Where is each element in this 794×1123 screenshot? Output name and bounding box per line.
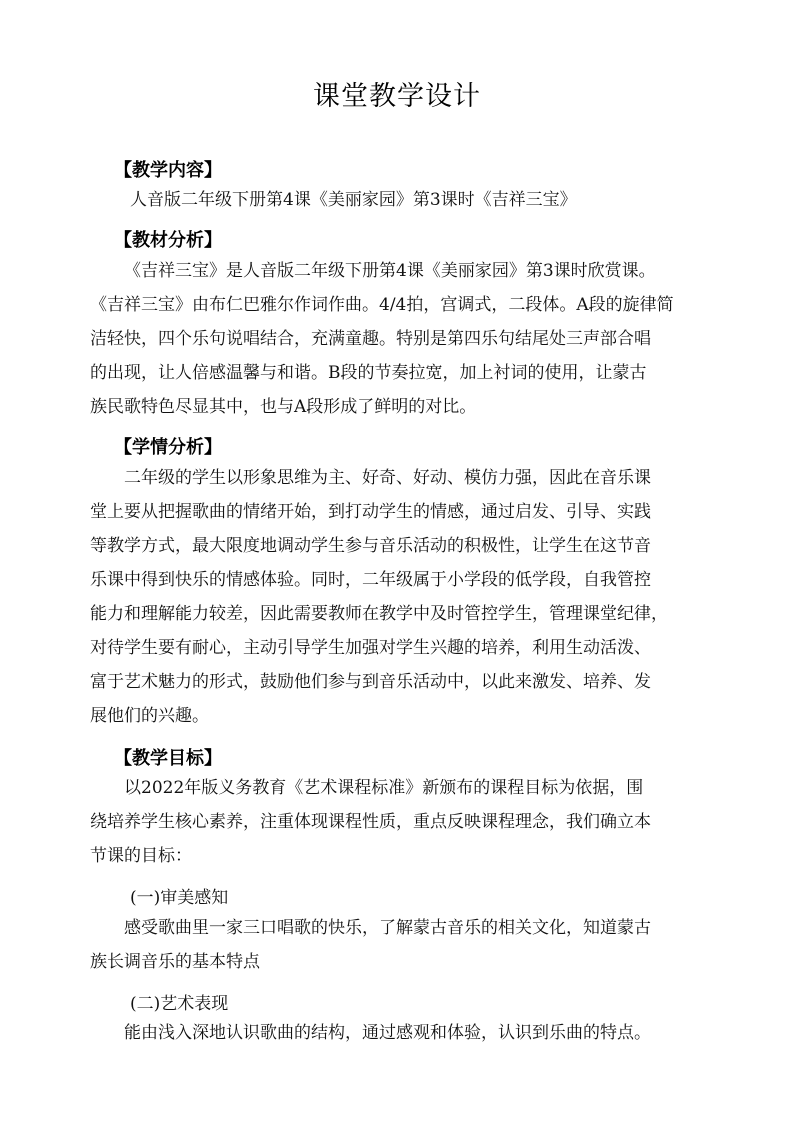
- paragraph-teaching-goals: [90, 771, 714, 873]
- paragraph-line: 二年级的学生以形象思维为主、好奇、好动、模仿力强，因此在音乐课: [124, 468, 651, 488]
- paragraph-line: 族民歌特色尽显其中，也与A段形成了鲜明的对比。: [90, 397, 477, 417]
- paragraph-line: 展他们的兴趣。: [90, 706, 209, 726]
- paragraph-line: 能力和理解能力较差，因此需要教师在教学中及时管控学生，管理课堂纪律，: [90, 604, 668, 624]
- heading-student-analysis: 【学情分析】: [114, 437, 222, 458]
- paragraph-line: 等教学方式，最大限度地调动学生参与音乐活动的积极性，让学生在这节音: [90, 536, 651, 556]
- paragraph-line: 乐课中得到快乐的情感体验。同时，二年级属于小学段的低学段，自我管控: [90, 570, 651, 590]
- page-title: 课堂教学设计: [313, 81, 481, 112]
- paragraph-line: 的出现，让人倍感温馨与和谐。B段的节奏拉宽，加上衬词的使用，让蒙古: [90, 363, 647, 383]
- paragraph-line: 富于艺术魅力的形式，鼓励他们参与到音乐活动中，以此来激发、培养、发: [90, 672, 651, 692]
- paragraph-line: 节课的目标：: [90, 846, 192, 866]
- heading-teaching-goals: 【教学目标】: [114, 748, 222, 769]
- paragraph-line: 人音版二年级下册第4课《美丽家园》第3课时《吉祥三宝》: [130, 190, 577, 210]
- subheading-artistic-expression: (二)艺术表现: [130, 994, 229, 1014]
- subheading-aesthetic-perception: (一)审美感知: [130, 888, 229, 908]
- paragraph-line: 族长调音乐的基本特点: [90, 952, 260, 972]
- heading-material-analysis: 【教材分析】: [114, 230, 222, 251]
- paragraph-material-analysis: [90, 254, 714, 424]
- paragraph-line: 感受歌曲里一家三口唱歌的快乐，了解蒙古音乐的相关文化，知道蒙古: [124, 918, 651, 938]
- paragraph-line: 《吉祥三宝》由布仁巴雅尔作词作曲。4/4拍，宫调式，二段体。A段的旋律简: [90, 295, 674, 315]
- paragraph-line: 能由浅入深地认识歌曲的结构，通过感观和体验，认识到乐曲的特点。: [124, 1023, 651, 1043]
- paragraph-line: 洁轻快，四个乐句说唱结合，充满童趣。特别是第四乐句结尾处三声部合唱: [90, 329, 651, 349]
- paragraph-line: 对待学生要有耐心，主动引导学生加强对学生兴趣的培养，利用生动活泼、: [90, 638, 651, 658]
- paragraph-student-analysis: [90, 461, 714, 733]
- paragraph-line: 堂上要从把握歌曲的情绪开始，到打动学生的情感，通过启发、引导、实践: [90, 502, 651, 522]
- paragraph-line: 绕培养学生核心素养，注重体现课程性质，重点反映课程理念，我们确立本: [90, 812, 651, 832]
- paragraph-aesthetic-perception: [90, 911, 714, 979]
- paragraph-line: 《吉祥三宝》是人音版二年级下册第4课《美丽家园》第3课时欣赏课。: [124, 261, 656, 281]
- paragraph-line: 以2022年版义务教育《艺术课程标准》新颁布的课程目标为依据，围: [124, 778, 644, 798]
- paragraph-teaching-content: [90, 183, 714, 217]
- paragraph-artistic-expression: [90, 1016, 714, 1050]
- heading-teaching-content: 【教学内容】: [114, 160, 222, 181]
